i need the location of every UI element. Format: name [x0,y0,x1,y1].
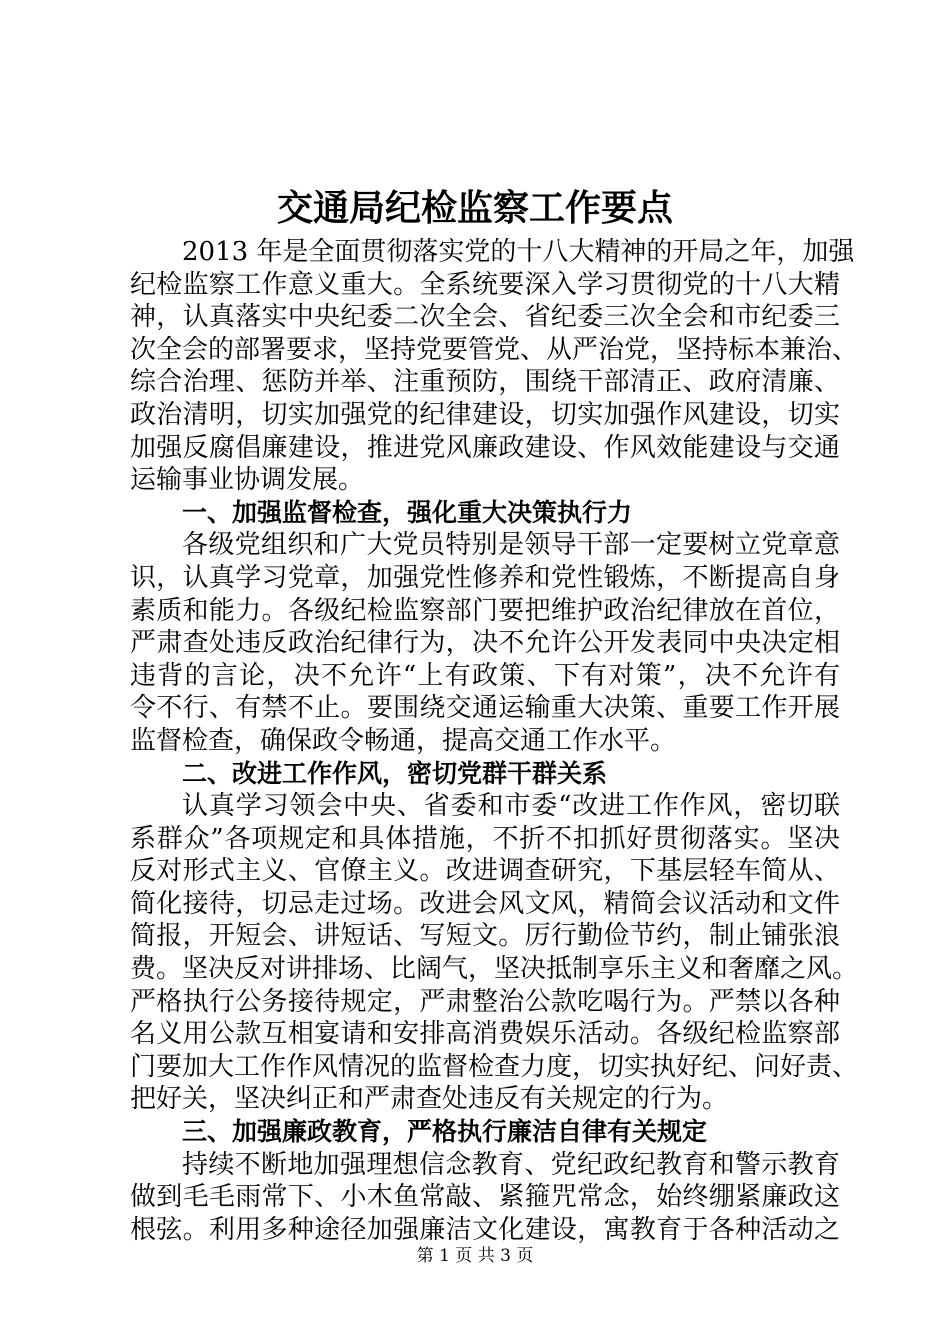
body-text-line: 反对形式主义、官僚主义。改进调查研究，下基层轻车简从、 [130,856,840,887]
body-text-line: 令不行、有禁不止。要围绕交通运输重大决策、重要工作开展 [130,693,840,724]
body-text-line: 严格执行公务接待规定，严肃整治公款吃喝行为。严禁以各种 [130,986,840,1017]
section-heading: 一、加强监督检查，强化重大决策执行力 [182,497,633,527]
body-text-line: 持续不断地加强理想信念教育、党纪政纪教育和警示教育 [182,1149,840,1180]
body-text-line: 门要加大工作作风情况的监督检查力度，切实执好纪、问好责、 [130,1051,859,1082]
body-text-line: 识，认真学习党章，加强党性修养和党性锻炼，不断提高自身 [130,562,840,593]
body-text-line: 严肃查处违反政治纪律行为，决不允许公开发表同中央决定相 [130,628,840,659]
body-text-line: 把好关，坚决纠正和严肃查处违反有关规定的行为。 [130,1084,729,1115]
document-title: 交通局纪检监察工作要点 [276,187,673,229]
body-text-line: 纪检监察工作意义重大。全系统要深入学习贯彻党的十八大精 [130,269,840,300]
body-text-line: 费。坚决反对讲排场、比阔气，坚决抵制享乐主义和奢靡之风。 [130,954,859,985]
body-text-line: 根弦。利用多种途径加强廉洁文化建设，寓教育于各种活动之 [130,1214,840,1245]
body-text-line: 各级党组织和广大党员特别是领导干部一定要树立党章意 [182,530,840,561]
body-text-line: 运输事业协调发展。 [130,465,365,496]
body-text-line: 违背的言论，决不允许“上有政策、下有对策”，决不允许有 [130,660,840,691]
body-text-line: 神，认真落实中央纪委二次全会、省纪委三次全会和市纪委三 [130,302,840,333]
body-text-line: 政治清明，切实加强党的纪律建设，切实加强作风建设，切实 [130,399,840,430]
body-text-line: 综合治理、惩防并举、注重预防，围绕干部清正、政府清廉、 [130,367,840,398]
body-text-line: 简化接待，切忌走过场。改进会风文风，精简会议活动和文件 [130,888,840,919]
body-text-line: 系群众”各项规定和具体措施，不折不扣抓好贯彻落实。坚决 [130,823,840,854]
body-text-line: 名义用公款互相宴请和安排高消费娱乐活动。各级纪检监察部 [130,1019,840,1050]
body-text-line: 2013 年是全面贯彻落实党的十八大精神的开局之年，加强 [182,237,855,267]
body-text-line: 素质和能力。各级纪检监察部门要把维护政治纪律放在首位， [130,595,840,626]
section-heading: 二、改进工作作风，密切党群干群关系 [182,758,608,788]
body-text-line: 做到毛毛雨常下、小木鱼常敲、紧箍咒常念，始终绷紧廉政这 [130,1182,840,1213]
document-body [130,236,859,1246]
page-footer: 第 1 页 共 3 页 [416,1246,534,1266]
body-text-line: 监督检查，确保政令畅通，提高交通工作水平。 [130,725,677,756]
body-text-line: 简报，开短会、讲短话、写短文。厉行勤俭节约，制止铺张浪 [130,921,840,952]
body-text-line: 加强反腐倡廉建设，推进党风廉政建设、作风效能建设与交通 [130,432,840,463]
body-text-line: 次全会的部署要求，坚持党要管党、从严治党，坚持标本兼治、 [130,334,859,365]
body-text-line: 认真学习领会中央、省委和市委“改进工作作风，密切联 [182,791,840,822]
section-heading: 三、加强廉政教育，严格执行廉洁自律有关规定 [182,1117,708,1147]
